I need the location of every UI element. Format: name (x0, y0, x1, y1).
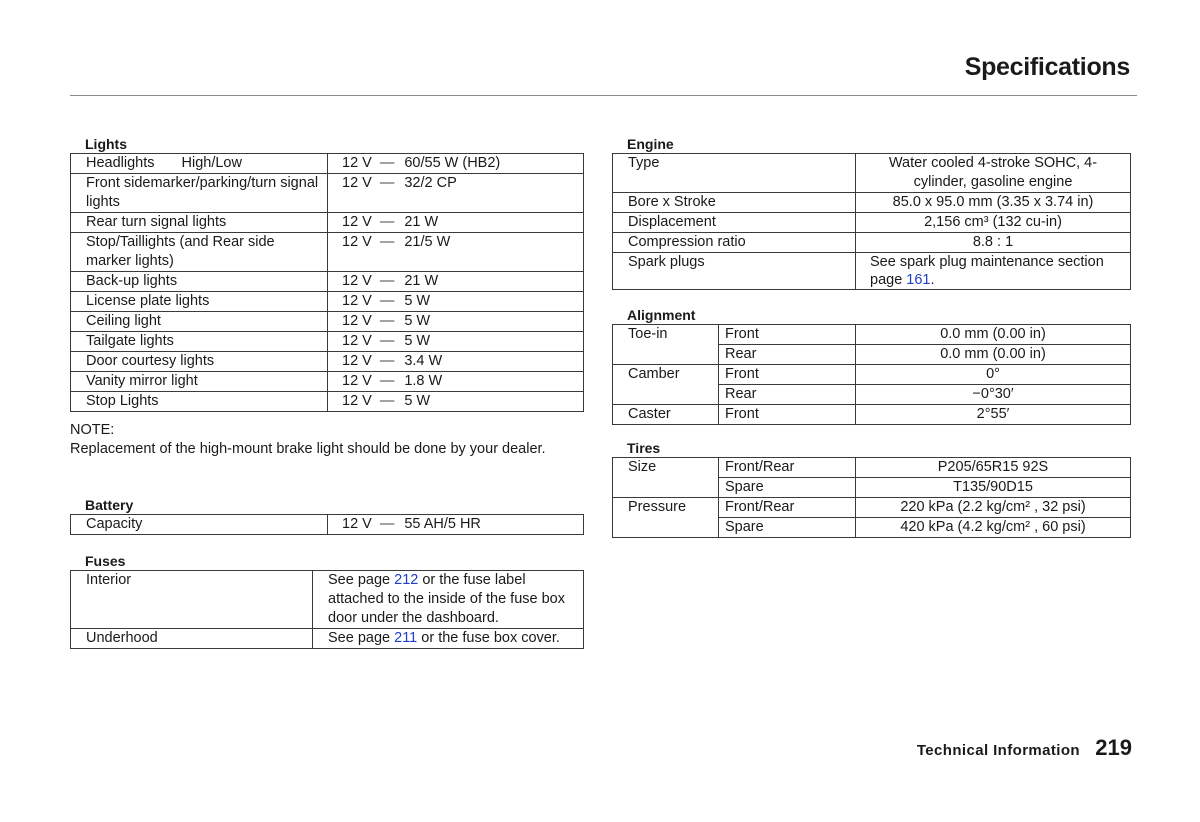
light-watts: 1.8 W (404, 373, 443, 389)
battery-name: Capacity (71, 515, 328, 535)
light-name: Stop/Taillights (and Rear side marker lights) (71, 233, 328, 272)
light-sub: High/Low (181, 155, 242, 171)
tires-title: Tires (627, 440, 661, 456)
engine-name: Compression ratio (613, 233, 856, 253)
tire-value: 220 kPa (2.2 kg/cm² , 32 psi) (856, 498, 1131, 518)
table-row: Tailgate lights 12 V — 5 W (71, 332, 584, 352)
alignment-name: Camber (613, 365, 719, 385)
alignment-name: Toe-in (613, 325, 719, 345)
page-link[interactable]: 161 (906, 272, 931, 288)
tire-name: Pressure (613, 498, 719, 518)
light-watts: 21/5 W (404, 234, 451, 250)
tire-value: P205/65R15 92S (856, 458, 1131, 478)
note-label: NOTE: (70, 422, 115, 438)
table-row (613, 458, 1131, 478)
light-name: Door courtesy lights (71, 352, 328, 372)
page-link[interactable]: 212 (394, 572, 419, 588)
tire-pos: Front/Rear (719, 458, 856, 478)
alignment-name (613, 385, 719, 405)
engine-value: 85.0 x 95.0 mm (3.35 x 3.74 in) (856, 193, 1131, 213)
table-row: Back-up lights 12 V — 21 W (71, 272, 584, 292)
table-row: Interior See page 212 or the fuse label attached to the inside of the fuse box door under the dashboard. (71, 571, 584, 629)
table-row (613, 405, 1131, 425)
engine-name: Displacement (613, 213, 856, 233)
engine-table (612, 153, 1131, 290)
table-row (613, 193, 1131, 213)
tires-section (612, 440, 1131, 538)
table-row: Underhood See page 211 or the fuse box cover. (71, 629, 584, 649)
table-row (613, 233, 1131, 253)
engine-value: 8.8 : 1 (856, 233, 1131, 253)
engine-value: Water cooled 4-stroke SOHC, 4-cylinder, gasoline engine (856, 154, 1131, 193)
light-name: Tailgate lights (71, 332, 328, 352)
table-row (613, 253, 1131, 290)
alignment-pos: Rear (719, 345, 856, 365)
alignment-value: 0.0 mm (0.00 in) (856, 345, 1131, 365)
table-row: License plate lights 12 V — 5 W (71, 292, 584, 312)
tires-table (612, 457, 1131, 538)
table-row: Rear turn signal lights 12 V — 21 W (71, 213, 584, 233)
table-row: Stop Lights 12 V — 5 W (71, 392, 584, 412)
spark-plug-value: See spark plug maintenance section page 161. (856, 253, 1131, 290)
alignment-pos: Front (719, 405, 856, 425)
alignment-value: 2°55′ (856, 405, 1131, 425)
fuses-section (70, 553, 584, 649)
alignment-value: 0.0 mm (0.00 in) (856, 325, 1131, 345)
tire-name: Size (613, 458, 719, 478)
table-row (613, 498, 1131, 518)
footer-section-label: Technical Information (916, 742, 1080, 759)
tire-value: T135/90D15 (856, 478, 1131, 498)
alignment-value: −0°30′ (856, 385, 1131, 405)
lights-table (70, 153, 584, 412)
alignment-name (613, 345, 719, 365)
light-name: Headlights High/Low (71, 154, 328, 174)
note-text: Replacement of the high-mount brake light should be done by your dealer. (70, 441, 546, 457)
table-row: Headlights High/Low 12 V — 60/55 W (HB2) (71, 154, 584, 174)
table-row (613, 365, 1131, 385)
light-name: Rear turn signal lights (71, 213, 328, 233)
title-divider (70, 95, 1137, 96)
light-name: Front sidemarker/parking/turn signal lights (71, 174, 328, 213)
table-row: Vanity mirror light 12 V — 1.8 W (71, 372, 584, 392)
light-watts: 3.4 W (404, 353, 443, 369)
light-watts: 5 W (404, 333, 431, 349)
fuse-name: Interior (71, 571, 313, 629)
tire-value: 420 kPa (4.2 kg/cm² , 60 psi) (856, 518, 1131, 538)
battery-section (70, 497, 584, 535)
alignment-section (612, 307, 1131, 425)
tire-pos: Spare (719, 478, 856, 498)
fuse-name: Underhood (71, 629, 313, 649)
engine-title: Engine (627, 136, 674, 152)
fuses-table (70, 570, 584, 649)
table-row: Front sidemarker/parking/turn signal lights 12 V — 32/2 CP (71, 174, 584, 213)
light-name: Ceiling light (71, 312, 328, 332)
engine-value: 2,156 cm³ (132 cu-in) (856, 213, 1131, 233)
table-row: Door courtesy lights 12 V — 3.4 W (71, 352, 584, 372)
page-link[interactable]: 211 (394, 630, 418, 646)
light-watts: 21 W (404, 273, 439, 289)
note (70, 421, 580, 459)
alignment-pos: Front (719, 325, 856, 345)
table-row (613, 518, 1131, 538)
table-row (613, 325, 1131, 345)
alignment-pos: Rear (719, 385, 856, 405)
table-row (613, 345, 1131, 365)
alignment-pos: Front (719, 365, 856, 385)
light-name: License plate lights (71, 292, 328, 312)
engine-name: Spark plugs (613, 253, 856, 290)
light-watts: 5 W (404, 393, 431, 409)
tire-name (613, 478, 719, 498)
light-watts: 5 W (404, 293, 431, 309)
table-row (613, 213, 1131, 233)
engine-name: Bore x Stroke (613, 193, 856, 213)
table-row: Capacity 12 V — 55 AH/5 HR (71, 515, 584, 535)
tire-pos: Spare (719, 518, 856, 538)
battery-title: Battery (85, 497, 134, 513)
page-title: Specifications (964, 53, 1130, 81)
table-row: Stop/Taillights (and Rear side marker lights) 12 V — 21/5 W (71, 233, 584, 272)
lights-section (70, 136, 584, 412)
battery-value: 55 AH/5 HR (404, 516, 481, 532)
table-row (613, 478, 1131, 498)
tire-name (613, 518, 719, 538)
table-row (613, 154, 1131, 193)
light-name: Vanity mirror light (71, 372, 328, 392)
table-row (613, 385, 1131, 405)
battery-table (70, 514, 584, 535)
engine-section (612, 136, 1131, 290)
light-watts: 60/55 W (HB2) (404, 155, 501, 171)
alignment-table (612, 324, 1131, 425)
lights-title: Lights (85, 136, 127, 152)
light-watts: 5 W (404, 313, 431, 329)
table-row: Ceiling light 12 V — 5 W (71, 312, 584, 332)
light-watts: 32/2 CP (404, 175, 457, 191)
light-name: Stop Lights (71, 392, 328, 412)
engine-name: Type (613, 154, 856, 193)
tire-pos: Front/Rear (719, 498, 856, 518)
fuses-title: Fuses (85, 553, 126, 569)
alignment-value: 0° (856, 365, 1131, 385)
alignment-title: Alignment (627, 307, 696, 323)
light-watts: 21 W (404, 214, 439, 230)
page-number: 219 (1095, 735, 1132, 760)
light-name: Back-up lights (71, 272, 328, 292)
alignment-name: Caster (613, 405, 719, 425)
